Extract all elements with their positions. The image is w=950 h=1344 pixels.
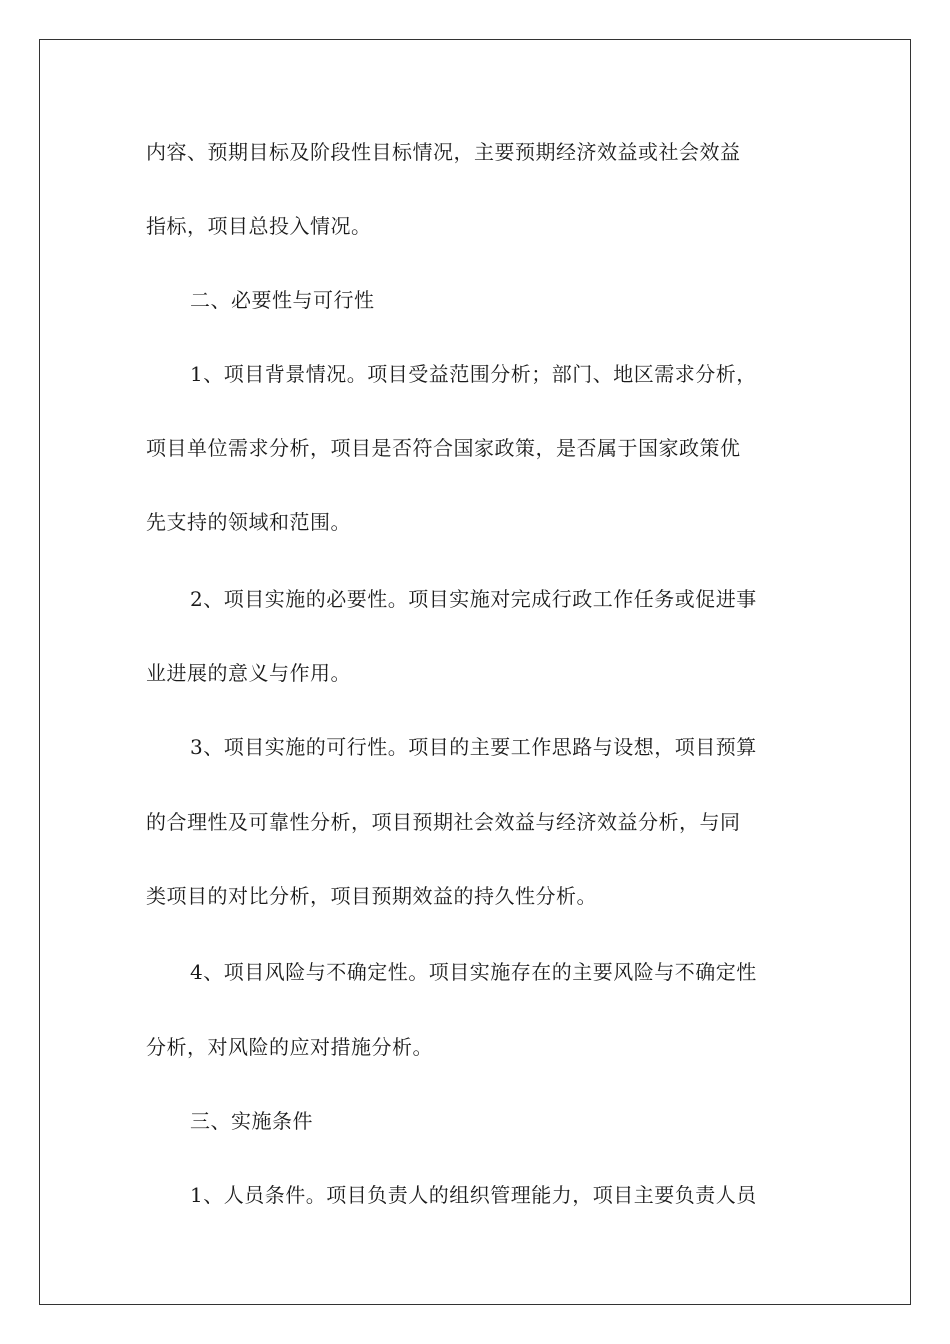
text-line: 项目单位需求分析，项目是否符合国家政策，是否属于国家政策优 bbox=[146, 436, 741, 460]
text-line: 类项目的对比分析，项目预期效益的持久性分析。 bbox=[146, 884, 597, 908]
text-line: 业进展的意义与作用。 bbox=[146, 661, 351, 685]
text-line: 4、项目风险与不确定性。项目实施存在的主要风险与不确定性 bbox=[190, 960, 757, 984]
text-line: 指标，项目总投入情况。 bbox=[146, 214, 372, 238]
text-line: 3、项目实施的可行性。项目的主要工作思路与设想，项目预算 bbox=[190, 735, 757, 759]
section-heading: 三、实施条件 bbox=[190, 1109, 313, 1133]
text-line: 1、项目背景情况。项目受益范围分析；部门、地区需求分析， bbox=[190, 362, 757, 386]
text-line: 1、人员条件。项目负责人的组织管理能力，项目主要负责人员 bbox=[190, 1183, 757, 1207]
text-line: 2、项目实施的必要性。项目实施对完成行政工作任务或促进事 bbox=[190, 587, 757, 611]
text-line: 先支持的领域和范围。 bbox=[146, 510, 351, 534]
section-heading: 二、必要性与可行性 bbox=[190, 288, 375, 312]
text-line: 内容、预期目标及阶段性目标情况，主要预期经济效益或社会效益 bbox=[146, 140, 741, 164]
text-line: 的合理性及可靠性分析，项目预期社会效益与经济效益分析，与同 bbox=[146, 810, 741, 834]
text-line: 分析，对风险的应对措施分析。 bbox=[146, 1035, 433, 1059]
